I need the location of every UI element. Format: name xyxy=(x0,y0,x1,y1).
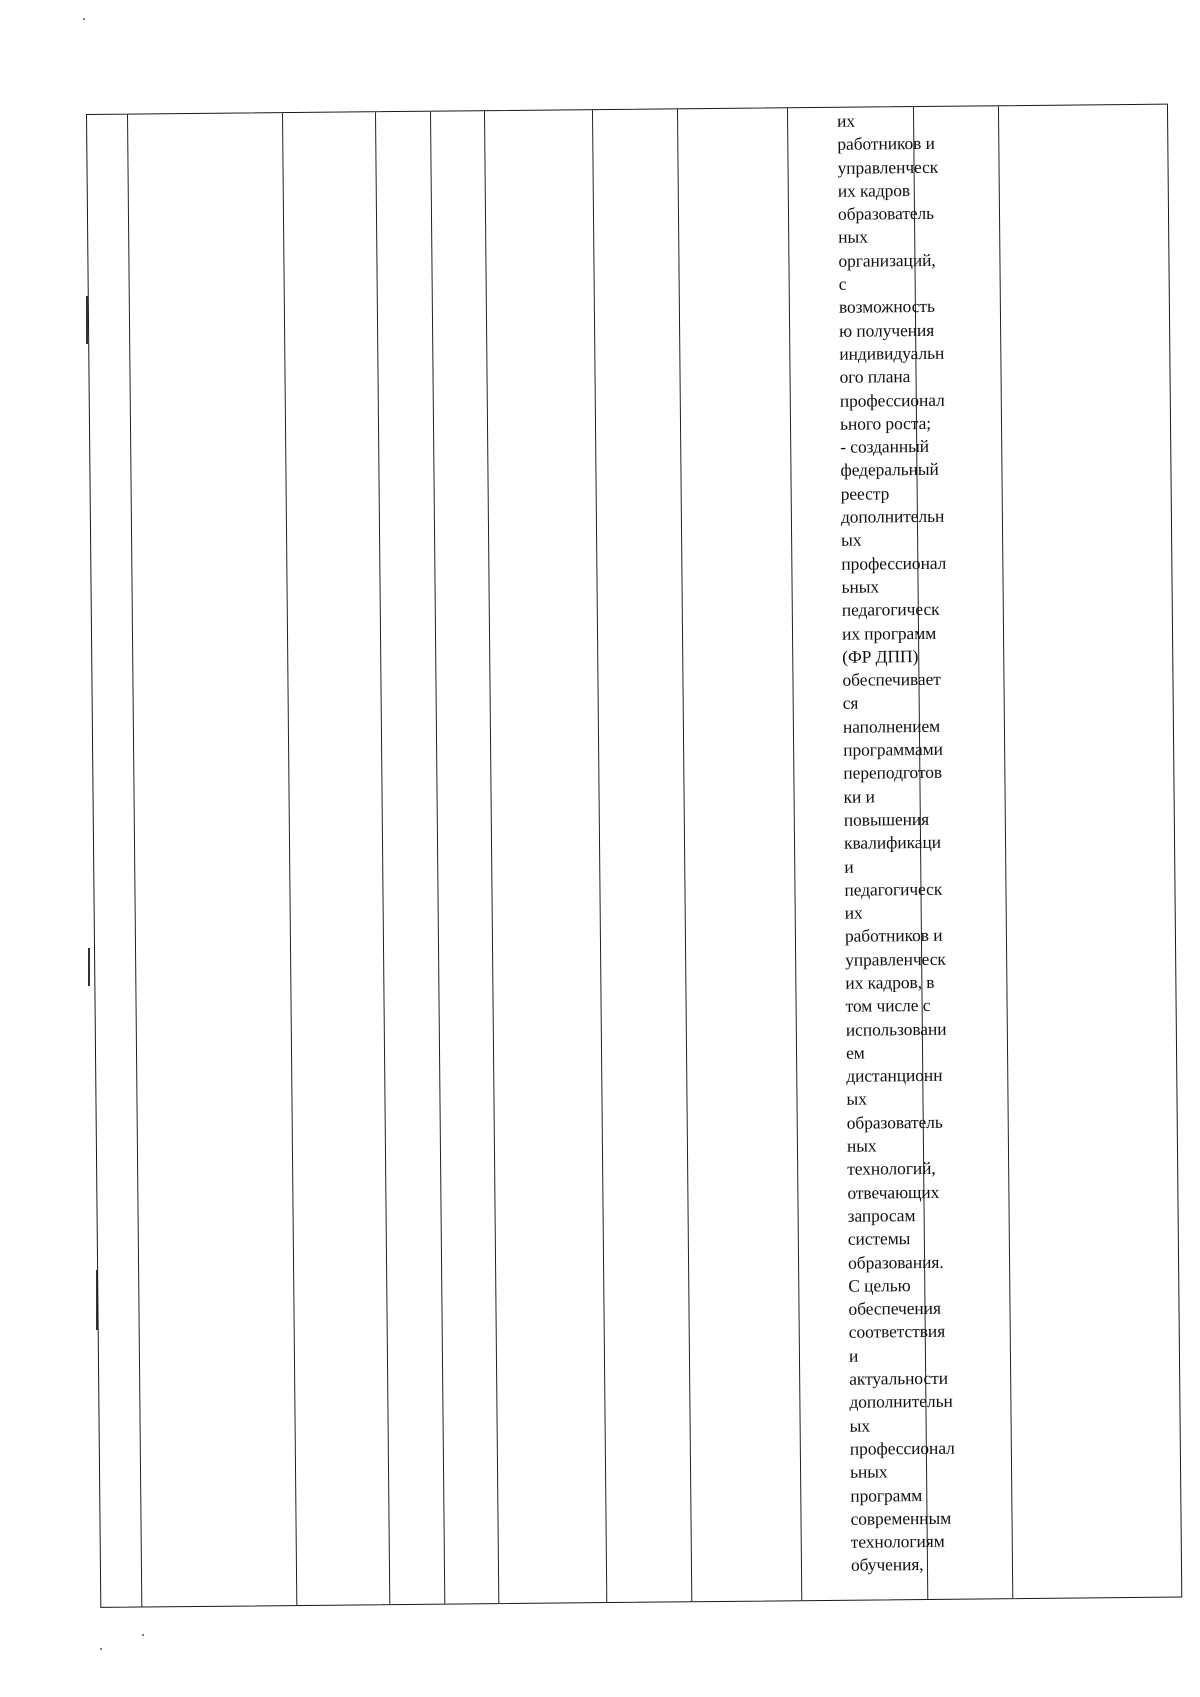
cell-line: их кадров xyxy=(837,179,911,201)
cell-line: управленческ xyxy=(845,948,946,970)
cell-line: актуальности xyxy=(849,1367,949,1389)
cell-line: их кадров, в xyxy=(845,971,935,993)
cell-line: ых xyxy=(846,1089,867,1110)
cell-line: с xyxy=(838,273,847,294)
cell-line: современным xyxy=(850,1507,952,1529)
scan-speck xyxy=(142,1634,144,1636)
cell-line: ных xyxy=(838,226,868,248)
cell-line: дополнительн xyxy=(849,1391,953,1413)
column-divider xyxy=(592,110,607,1602)
cell-line: работников и xyxy=(837,133,935,155)
column-divider xyxy=(430,112,445,1604)
cell-line: запросам xyxy=(847,1205,916,1226)
column-divider xyxy=(375,112,390,1604)
cell-line: управленческ xyxy=(837,156,939,178)
column-divider xyxy=(998,106,1013,1598)
cell-line: системы xyxy=(847,1228,911,1249)
scan-speck xyxy=(83,18,85,20)
cell-line: образования. xyxy=(847,1251,944,1273)
cell-line: ем xyxy=(845,1042,865,1063)
cell-line: (ФР ДПП) xyxy=(842,645,919,667)
cell-line: ьных xyxy=(849,1461,888,1482)
column-divider xyxy=(677,109,692,1601)
cell-line: обеспечивает xyxy=(842,668,941,690)
cell-line: переподготов xyxy=(843,762,943,784)
cell-line: их программ xyxy=(841,622,937,644)
column-divider xyxy=(787,108,802,1600)
cell-line: возможность xyxy=(838,296,935,318)
cell-line: обеспечения xyxy=(848,1297,941,1319)
cell-line: организаций, xyxy=(838,249,936,271)
cell-line: индивидуальн xyxy=(839,342,945,364)
cell-line: образователь xyxy=(837,203,935,224)
cell-line: наполнением xyxy=(842,715,941,737)
cell-line: С целью xyxy=(848,1274,911,1296)
cell-line: профессионал xyxy=(849,1437,955,1459)
scan-artifact xyxy=(88,948,90,986)
cell-line: повышения xyxy=(843,808,930,830)
cell-line: дистанционн xyxy=(846,1064,943,1086)
cell-line: ных xyxy=(846,1135,877,1156)
cell-line: программ xyxy=(850,1484,923,1506)
data-table xyxy=(86,104,1182,1608)
cell-line: их xyxy=(844,902,863,923)
column-divider xyxy=(282,113,297,1605)
cell-line: профессионал xyxy=(839,389,945,411)
cell-line: педагогическ xyxy=(841,599,940,621)
cell-line: технологий, xyxy=(847,1158,936,1180)
cell-line: образователь xyxy=(846,1111,943,1133)
cell-line: ых xyxy=(849,1415,871,1436)
scan-speck xyxy=(100,1648,102,1650)
table-cell-text xyxy=(837,109,975,1578)
cell-line: ых xyxy=(841,529,862,551)
cell-line: и xyxy=(844,856,854,877)
cell-line: дополнительн xyxy=(840,505,945,527)
cell-line: ю получения xyxy=(839,319,935,341)
cell-line: том числе с xyxy=(845,995,931,1017)
cell-line: педагогическ xyxy=(844,878,943,900)
column-divider xyxy=(484,111,499,1603)
cell-line: федеральный xyxy=(840,459,939,481)
cell-line: ого плана xyxy=(839,366,911,388)
cell-line: использовани xyxy=(845,1018,947,1040)
cell-line: ки и xyxy=(843,786,875,807)
cell-line: работников и xyxy=(844,925,943,947)
cell-line: ьного роста; xyxy=(839,412,932,434)
cell-line: и xyxy=(848,1345,859,1366)
cell-line: отвечающих xyxy=(847,1181,940,1203)
cell-line: обучения, xyxy=(850,1554,924,1576)
cell-line: их xyxy=(837,110,856,131)
column-divider xyxy=(127,115,142,1607)
cell-line: технологиям xyxy=(850,1530,945,1552)
cell-line: ьных xyxy=(841,576,880,597)
cell-line: ся xyxy=(842,693,859,714)
cell-line: - созданный xyxy=(840,436,930,457)
cell-line: программами xyxy=(843,738,943,760)
cell-line: реестр xyxy=(840,483,890,504)
cell-line: профессионал xyxy=(841,552,947,574)
cell-line: соответствия xyxy=(848,1321,946,1343)
cell-line: квалификаци xyxy=(843,832,942,853)
